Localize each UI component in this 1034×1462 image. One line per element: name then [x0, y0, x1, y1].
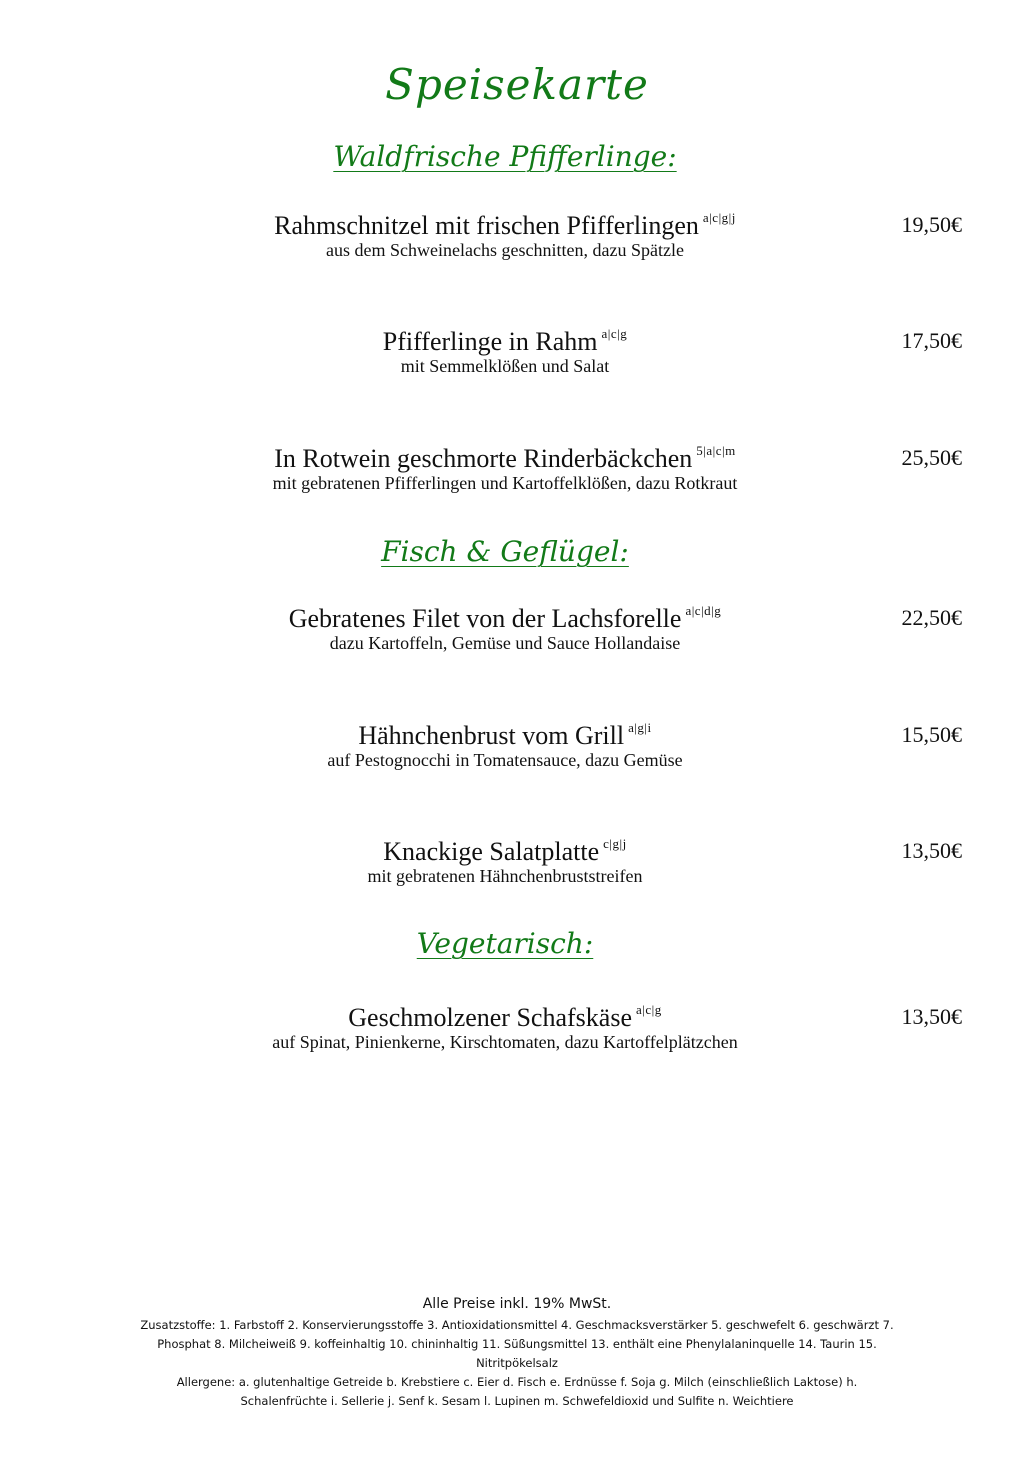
dish-description: auf Pestognocchi in Tomatensauce, dazu Gemüse — [327, 750, 683, 770]
section-heading-pfifferlinge: Waldfrische Pfifferlinge: — [333, 140, 677, 173]
dish-price: 22,50€ — [901, 605, 962, 630]
allergens-legend: Allergene: a. glutenhaltige Getreide b. Krebstiere c. Eier d. Fisch e. Erdnüsse f. Soja g. Milch (einschließlich Laktose) h. Schalenfrüchte i. Sellerie j. Senf k. Sesam l. Lupinen m. Schwefeldioxid und Sulfite n. Weichtiere — [176, 1375, 858, 1408]
dish-price: 19,50€ — [901, 212, 962, 237]
dish-description: mit gebratenen Hähnchenbruststreifen — [367, 866, 643, 886]
dish-description: mit Semmelklößen und Salat — [400, 356, 610, 376]
dish-name-text: In Rotwein geschmorte Rinderbäckchen — [274, 444, 693, 473]
dish-price: 13,50€ — [901, 1004, 962, 1029]
allergen-codes: a|g|i — [628, 720, 652, 735]
dish-price: 25,50€ — [901, 445, 962, 470]
dish-name — [0, 210, 1010, 241]
dish-price: 17,50€ — [901, 328, 962, 353]
dish-name-text: Knackige Salatplatte — [383, 837, 600, 866]
allergen-codes: a|c|g|j — [702, 210, 736, 225]
dish-description: dazu Kartoffeln, Gemüse und Sauce Hollandaise — [329, 633, 681, 653]
dish-name — [0, 326, 1010, 357]
allergen-codes: a|c|g — [601, 326, 628, 341]
page-title: Speisekarte — [385, 60, 649, 109]
dish-name-text: Hähnchenbrust vom Grill — [358, 721, 625, 750]
dish-description: aus dem Schweinelachs geschnitten, dazu Spätzle — [326, 240, 684, 260]
allergen-codes: c|g|j — [603, 836, 627, 851]
vat-note: Alle Preise inkl. 19% MwSt. — [422, 1296, 612, 1312]
dish-name — [0, 1002, 1010, 1033]
dish-price: 13,50€ — [901, 838, 962, 863]
dish-price: 15,50€ — [901, 722, 962, 747]
dish-name — [0, 720, 1010, 751]
allergen-codes: 5|a|c|m — [696, 443, 736, 458]
dish-name-text: Geschmolzener Schafskäse — [348, 1003, 632, 1032]
dish-name — [0, 603, 1010, 634]
dish-name-text: Gebratenes Filet von der Lachsforelle — [288, 604, 682, 633]
dish-description: mit gebratenen Pfifferlingen und Kartoffelklößen, dazu Rotkraut — [272, 473, 738, 493]
dish-name — [0, 443, 1010, 474]
allergen-codes: a|c|d|g — [685, 603, 722, 618]
dish-name-text: Pfifferlinge in Rahm — [382, 327, 598, 356]
dish-name-text: Rahmschnitzel mit frischen Pfifferlingen — [274, 211, 699, 240]
dish-description: auf Spinat, Pinienkerne, Kirschtomaten, dazu Kartoffelplätzchen — [272, 1032, 738, 1052]
allergen-codes: a|c|g — [635, 1002, 662, 1017]
additives-legend: Zusatzstoffe: 1. Farbstoff 2. Konservierungsstoffe 3. Antioxidationsmittel 4. Geschmacksverstärker 5. geschwefelt 6. geschwärzt 7. Phosphat 8. Milcheiweiß 9. koffeinhaltig 10. chininhaltig 11. Süßungsmittel 13. enthält eine Phenylalaninquelle 14. Taurin 15. Nitritpökelsalz — [140, 1318, 894, 1370]
section-heading-vegetarisch: Vegetarisch: — [416, 927, 594, 960]
footer — [0, 1296, 1034, 1411]
section-heading-fisch-gefluegel: Fisch & Geflügel: — [381, 535, 629, 568]
dish-name — [0, 836, 1010, 867]
